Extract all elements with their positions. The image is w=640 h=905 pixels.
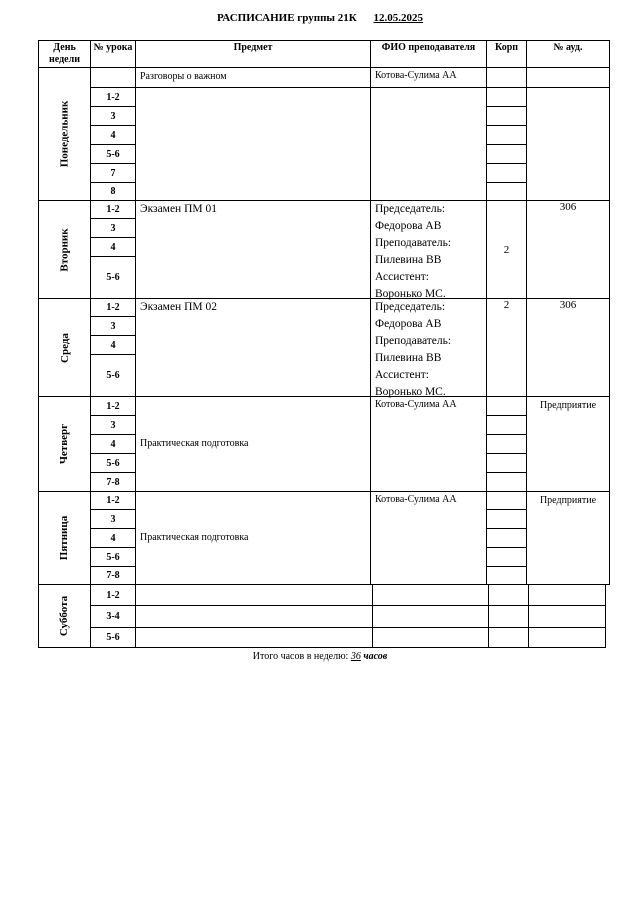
lesson-number: 5-6	[90, 453, 135, 472]
lesson-number: 5-6	[90, 627, 135, 648]
day-tuesday: Вторник	[38, 200, 90, 298]
footer-label: Итого часов в неделю:	[252, 651, 349, 662]
lesson-number: 1-2	[90, 491, 135, 509]
lesson-number: 8	[90, 182, 135, 200]
lesson-number: 1-2	[90, 584, 135, 605]
lesson-number: 4	[90, 335, 135, 354]
header-day: День недели	[38, 40, 90, 67]
monday-top-teacher: Котова-Сулима АА	[370, 67, 486, 87]
day-wednesday: Среда	[38, 298, 90, 396]
header-subject: Предмет	[135, 40, 370, 67]
title-text: РАСПИСАНИЕ группы 21К	[216, 12, 357, 24]
lesson-number: 3-4	[90, 605, 135, 627]
header-lesson: № урока	[90, 40, 135, 67]
lesson-number: 4	[90, 125, 135, 144]
day-saturday: Суббота	[38, 584, 90, 648]
wednesday-room: 306	[526, 298, 610, 396]
schedule-table	[38, 40, 610, 648]
lesson-number: 3	[90, 316, 135, 335]
friday-subject: Практическая подготовка	[135, 491, 370, 584]
header-room: № ауд.	[526, 40, 610, 67]
weekly-hours-footer	[0, 651, 640, 662]
wednesday-corp: 2	[486, 298, 526, 396]
lesson-number: 3	[90, 218, 135, 237]
lesson-number: 1-2	[90, 200, 135, 218]
lesson-number: 4	[90, 528, 135, 547]
monday-top-subject: Разговоры о важном	[135, 67, 370, 87]
friday-teacher: Котова-Сулима АА	[370, 491, 486, 584]
header-teacher: ФИО преподавателя	[370, 40, 486, 67]
lesson-number: 7	[90, 163, 135, 182]
monday-subject-block	[135, 87, 370, 200]
header-corp: Корп	[486, 40, 526, 67]
lesson-number: 5-6	[90, 547, 135, 566]
tuesday-corp: 2	[486, 200, 526, 298]
lesson-number: 4	[90, 237, 135, 256]
lesson-cell	[90, 67, 135, 87]
lesson-number: 3	[90, 106, 135, 125]
thursday-teacher: Котова-Сулима АА	[370, 396, 486, 491]
tuesday-teacher: Председатель: Федорова АВ Преподаватель: Пилевина ВВ Ассистент: Воронько МС.	[370, 200, 486, 298]
lesson-number: 7-8	[90, 566, 135, 584]
friday-room: Предприятие	[526, 491, 610, 584]
wednesday-subject: Экзамен ПМ 02	[135, 298, 370, 396]
lesson-number: 1-2	[90, 87, 135, 106]
lesson-number: 5-6	[90, 354, 135, 396]
lesson-number: 3	[90, 415, 135, 434]
tuesday-subject: Экзамен ПМ 01	[135, 200, 370, 298]
lesson-number: 5-6	[90, 256, 135, 298]
lesson-number: 1-2	[90, 396, 135, 415]
lesson-number: 3	[90, 509, 135, 528]
thursday-subject: Практическая подготовка	[135, 396, 370, 491]
day-thursday: Четверг	[38, 396, 90, 491]
wednesday-teacher: Председатель: Федорова АВ Преподаватель: Пилевина ВВ Ассистент: Воронько МС.	[370, 298, 486, 396]
lesson-number: 4	[90, 434, 135, 453]
footer-hours: 36 часов	[350, 651, 388, 662]
title-date: 12.05.2025	[373, 12, 423, 24]
day-monday: Понедельник	[38, 67, 90, 200]
lesson-number: 1-2	[90, 298, 135, 316]
tuesday-room: 306	[526, 200, 610, 298]
day-friday: Пятница	[38, 491, 90, 584]
lesson-number: 7-8	[90, 472, 135, 491]
page-title	[0, 12, 640, 24]
monday-teacher-block	[370, 87, 486, 200]
lesson-number: 5-6	[90, 144, 135, 163]
thursday-room: Предприятие	[526, 396, 610, 491]
monday-room-block	[526, 87, 610, 200]
